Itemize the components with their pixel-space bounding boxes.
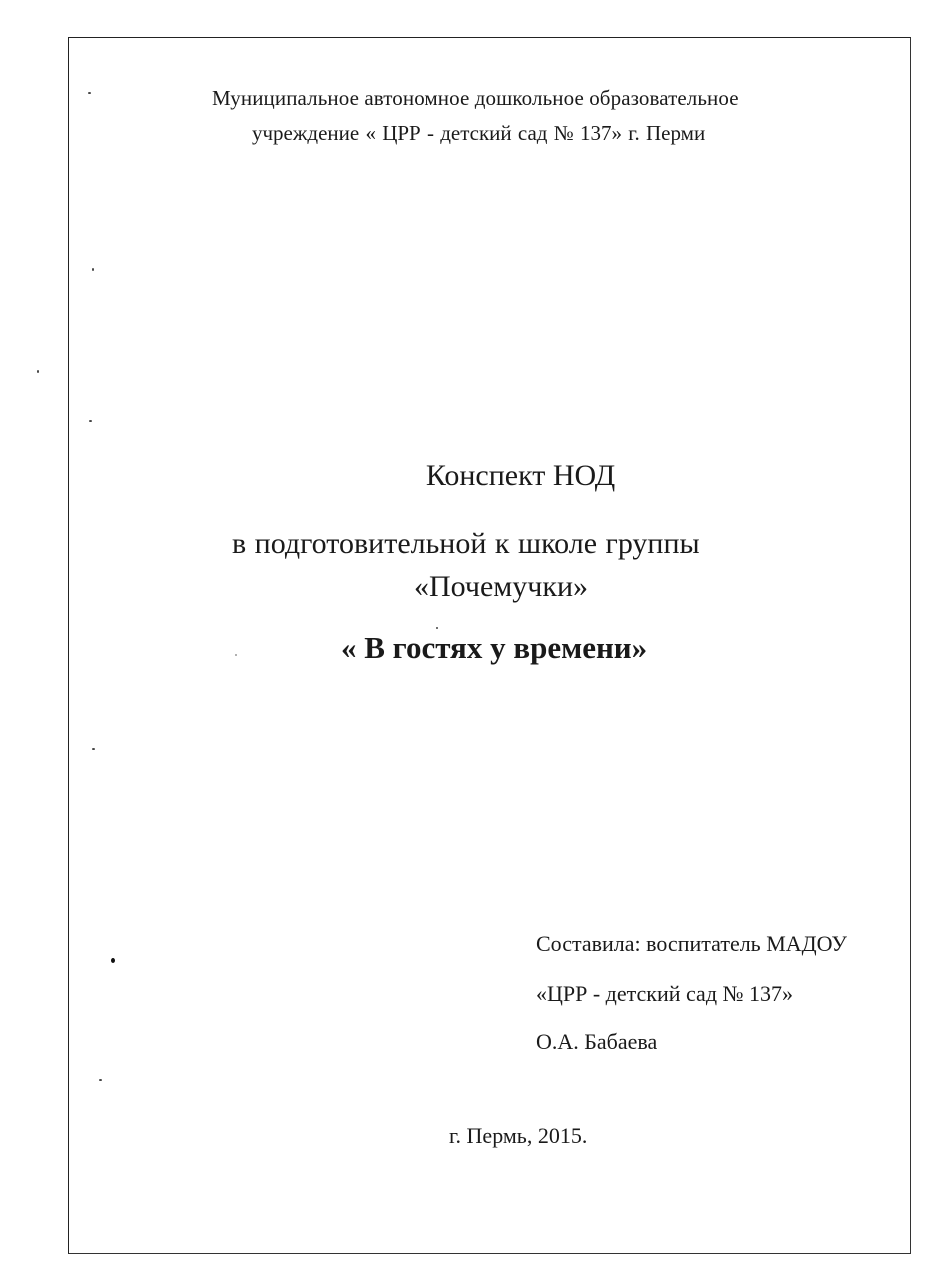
author-name: О.А. Бабаева (536, 1029, 658, 1054)
institution-name-line-2: учреждение « ЦРР - детский сад № 137» г. Перми (252, 121, 706, 145)
scan-speck (99, 1079, 102, 1081)
institution-name-line-1: Муниципальное автономное дошкольное образовательное (212, 86, 739, 110)
group-description: в подготовительной к школе группы (232, 527, 700, 560)
scan-speck (37, 370, 39, 373)
document-type-title: Конспект НОД (425, 459, 616, 492)
place-and-year: г. Пермь, 2015. (449, 1123, 588, 1148)
scan-speck (111, 958, 115, 963)
scan-speck (92, 748, 95, 750)
scan-speck (92, 268, 94, 271)
author-position: Составила: воспитатель МАДОУ (536, 931, 847, 956)
scan-speck (436, 627, 438, 629)
scan-speck (235, 654, 237, 656)
scan-speck (89, 420, 92, 422)
group-name: «Почемучки» (414, 570, 588, 603)
scan-speck (88, 92, 91, 94)
author-organization: «ЦРР - детский сад № 137» (536, 981, 794, 1006)
lesson-title: « В гостях у времени» (341, 630, 648, 665)
